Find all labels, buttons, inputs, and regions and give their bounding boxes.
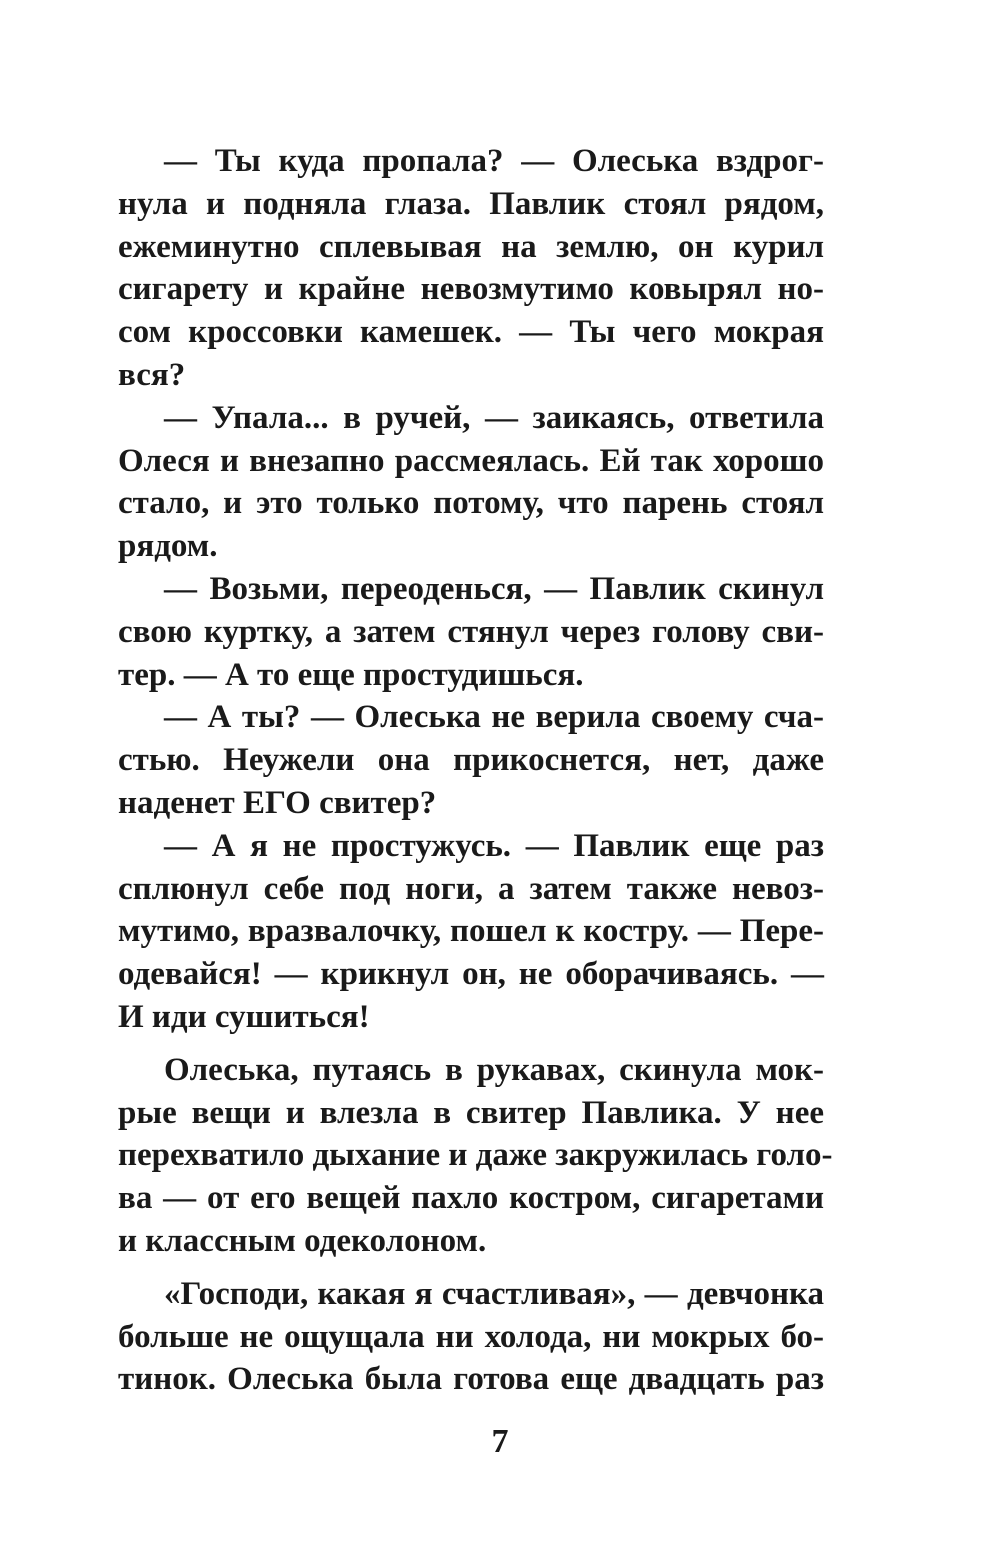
body-text — [118, 140, 833, 1401]
paragraph — [118, 1273, 824, 1401]
paragraph — [118, 696, 824, 824]
text-line: и классным одеколоном. — [118, 1222, 487, 1259]
text-line: наденет ЕГО свитер? — [118, 784, 437, 821]
paragraph-spacer — [118, 1263, 824, 1273]
text-line: тер. — А то еще простудишься. — [118, 656, 584, 693]
text-line: — Ты куда пропала? — Олеська вздрог- — [164, 143, 824, 179]
text-line: — А я не простужусь. — Павлик еще раз — [164, 827, 824, 864]
text-line: рые вещи и влезла в свитер Павлика. У нее — [118, 1094, 824, 1131]
text-line: — Упала... в ручей, — заикаясь, ответила — [164, 399, 824, 436]
text-line: сигарету и крайне невозмутимо ковырял но- — [118, 271, 824, 308]
text-line: ва — от его вещей пахло костром, сигаретами — [118, 1180, 824, 1217]
paragraph — [118, 1049, 833, 1263]
text-line: сом кроссовки камешек. — Ты чего мокрая — [118, 314, 824, 351]
text-line: — А ты? — Олеська не верила своему сча- — [164, 699, 824, 736]
paragraph — [118, 397, 824, 568]
text-line: стало, и это только потому, что парень стоял — [118, 485, 824, 522]
text-line: И иди сушиться! — [118, 998, 370, 1035]
text-line: нула и подняла глаза. Павлик стоял рядом, — [118, 185, 824, 222]
paragraph-spacer — [118, 1039, 824, 1049]
text-line: больше не ощущала ни холода, ни мокрых бо- — [118, 1318, 824, 1355]
text-line: мутимо, вразвалочку, пошел к костру. — Пере- — [118, 913, 824, 950]
text-line: Олеся и внезапно рассмеялась. Ей так хорошо — [118, 442, 824, 479]
text-line: Олеська, путаясь в рукавах, скинула мок- — [164, 1051, 824, 1088]
paragraph — [118, 568, 824, 696]
text-line: одевайся! — крикнул он, не оборачиваясь. — — [118, 956, 824, 993]
text-line: рядом. — [118, 528, 218, 565]
text-line: тинок. Олеська была готова еще двадцать раз — [118, 1361, 824, 1398]
text-line: ежеминутно сплевывая на землю, он курил — [118, 228, 824, 265]
text-line: — Возьми, переоденься, — Павлик скинул — [164, 570, 824, 607]
page-number: 7 — [491, 1423, 509, 1460]
text-line: вся? — [118, 356, 186, 393]
paragraph — [118, 825, 824, 1039]
paragraph — [118, 140, 824, 397]
text-line: стью. Неужели она прикоснется, нет, даже — [118, 742, 824, 779]
text-line: перехватило дыхание и даже закружилась голо- — [118, 1137, 833, 1174]
text-line: сплюнул себе под ноги, а затем также невоз- — [118, 870, 824, 907]
text-line: свою куртку, а затем стянул через голову сви- — [118, 613, 824, 650]
text-line: «Господи, какая я счастливая», — девчонка — [164, 1275, 824, 1312]
